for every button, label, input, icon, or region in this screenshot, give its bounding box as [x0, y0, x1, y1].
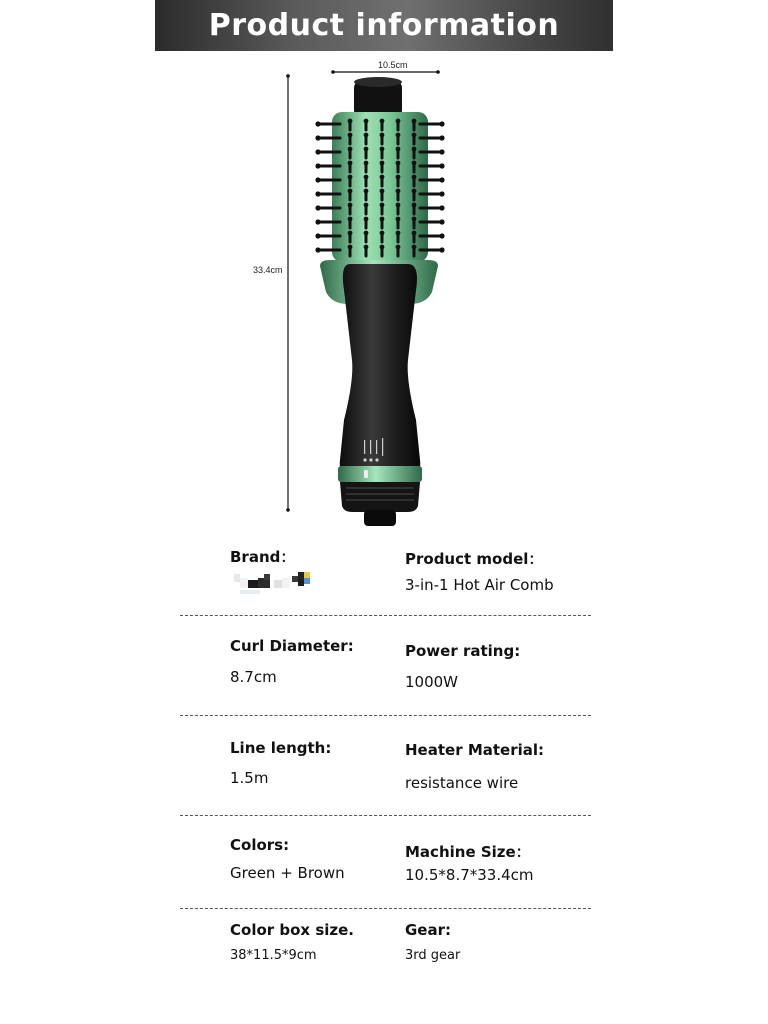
hot-air-brush-image: [240, 60, 480, 530]
line-length-value: 1.5m: [230, 769, 269, 787]
width-dimension-label: 10.5cm: [378, 60, 408, 70]
color-box-size-value: 38*11.5*9cm: [230, 948, 317, 963]
divider: [180, 908, 591, 909]
brand-logo: [234, 572, 314, 596]
page-title: Product information: [208, 8, 560, 43]
product-model-value: 3-in-1 Hot Air Comb: [405, 576, 554, 594]
machine-size-value: 10.5*8.7*33.4cm: [405, 866, 534, 884]
heater-material-value: resistance wire: [405, 774, 519, 792]
color-box-size-label: Color box size.: [230, 921, 354, 939]
divider: [180, 715, 591, 716]
power-rating-value: 1000W: [405, 673, 459, 691]
colors-value: Green + Brown: [230, 864, 345, 882]
colors-label: Colors:: [230, 836, 290, 854]
divider: [180, 815, 591, 816]
product-model-label: Product model：: [405, 550, 544, 568]
machine-size-label: Machine Size：: [405, 843, 531, 861]
line-length-label: Line length:: [230, 739, 332, 757]
gear-label: Gear:: [405, 921, 452, 939]
height-dimension-label: 33.4cm: [253, 265, 283, 275]
brand-label: Brand：: [230, 548, 296, 566]
power-rating-label: Power rating:: [405, 642, 521, 660]
curl-diameter-value: 8.7cm: [230, 668, 277, 686]
heater-material-label: Heater Material:: [405, 741, 545, 759]
divider: [180, 615, 591, 616]
curl-diameter-label: Curl Diameter:: [230, 637, 354, 655]
gear-value: 3rd gear: [405, 948, 461, 963]
